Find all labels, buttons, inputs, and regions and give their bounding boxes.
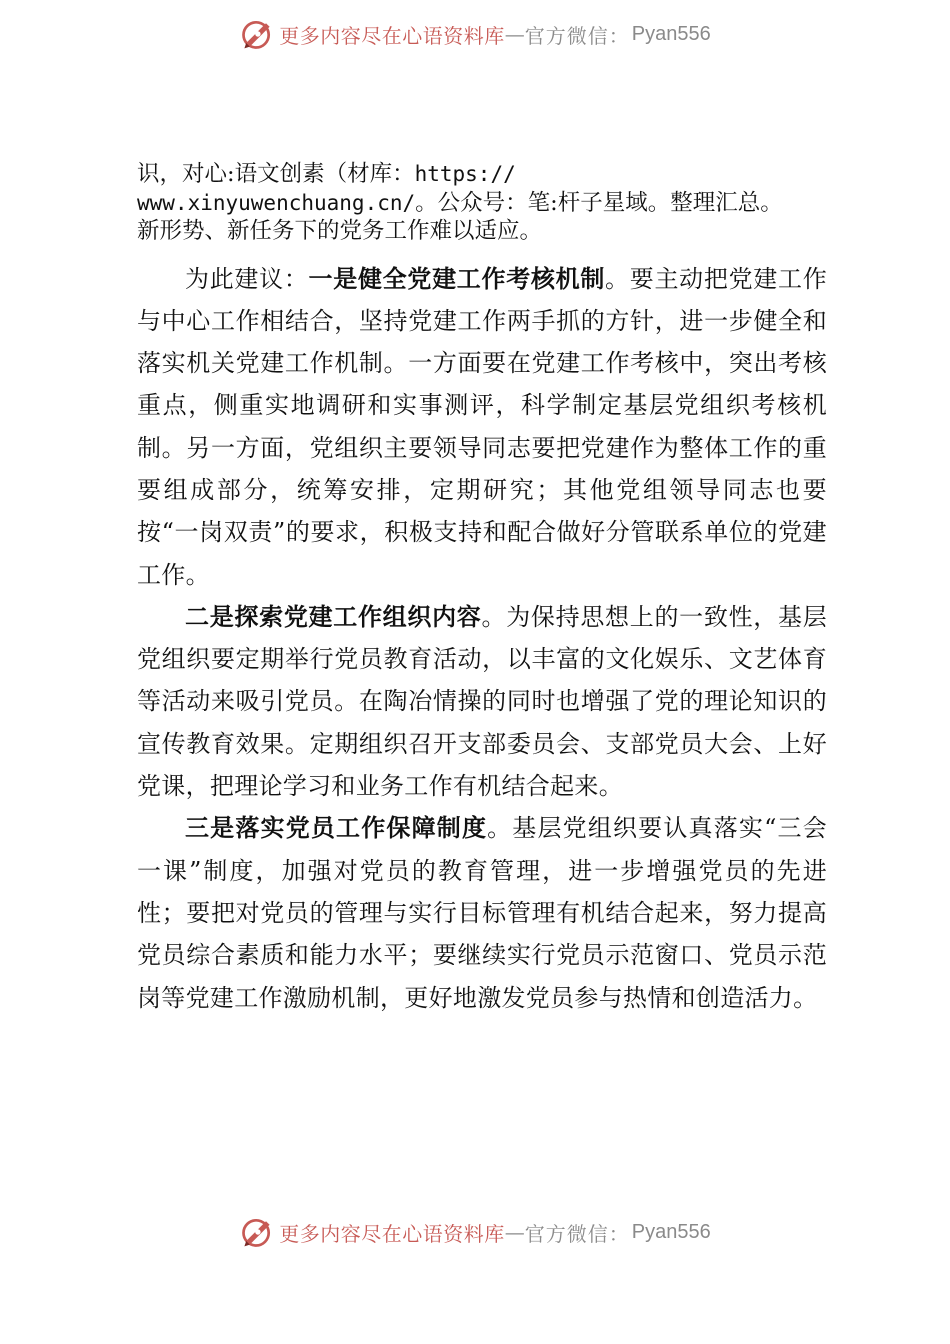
paragraph-lead: 为此建议： [185,264,309,293]
header-banner [0,14,950,54]
paragraph-1 [137,258,827,596]
banner-title: 更多内容尽在心语资料库 [279,23,505,48]
pen-logo-icon [239,1214,275,1250]
paragraph-text: 。为保持思想上的一致性，基层党组织要定期举行党员教育活动，以丰富的文化娱乐、文艺体育等活动来吸引党员。在陶冶情操的同时也增强了党的理论知识的宣传教育效果。定期组织召开支部委员会、支部党员大会、上好党课，把理论学习和业务工作有机结合起来。 [137,602,827,801]
banner-wechat-label: 官方微信： [524,1221,630,1246]
fragment-line-3: 新形势、新任务下的党务工作难以适应。 [137,218,543,244]
fragment-text: 识，对心:语文创素（材库： [137,161,415,187]
banner-separator: — [504,22,525,46]
pen-logo-icon [239,16,275,52]
paragraph-text: 。基层党组织要认真落实“三会一课”制度，加强对党员的教育管理，进一步增强党员的先进性；要把对党员的管理与实行目标管理有机结合起来，努力提高党员综合素质和能力水平；要继续实行党员示范窗口、党员示范岗等党建工作激励机制，更好地激发党员参与热情和创造活力。 [137,814,827,1012]
fragment-url: www.xinyuwenchuang.cn/ [137,190,416,215]
footer-banner [0,1212,950,1252]
paragraph-3 [137,807,827,1018]
paragraph-heading: 二是探索党建工作组织内容 [185,602,482,631]
fragment-line-1 [137,160,827,189]
banner-separator: — [504,1220,525,1244]
fragment-url-part: https:// [414,162,516,186]
document-body [137,160,827,1019]
fragment-text: 。公众号：笔:杆子星域。整理汇总。 [415,189,783,216]
banner-wechat-label: 官方微信： [524,23,630,48]
paragraph-heading: 三是落实党员工作保障制度 [185,814,488,843]
banner-title: 更多内容尽在心语资料库 [279,1221,505,1246]
paragraph-heading: 一是健全党建工作考核机制 [308,264,606,293]
banner-wechat-id: Pyan556 [631,1220,711,1243]
fragment-line-2 [137,189,827,218]
paragraph-2 [137,596,827,807]
paragraph-text: 。要主动把党建工作与中心工作相结合，坚持党建工作两手抓的方针，进一步健全和落实机关党建工作机制。一方面要在党建工作考核中，突出考核重点，侧重实地调研和实事测评，科学制定基层党组织考核机制。另一方面，党组织主要领导同志要把党建作为整体工作的重要组成部分，统筹安排，定期研究；其他党组领导同志也要按“一岗双责”的要求，积极支持和配合做好分管联系单位的党建工作。 [137,264,828,589]
banner-wechat-id: Pyan556 [631,22,711,45]
